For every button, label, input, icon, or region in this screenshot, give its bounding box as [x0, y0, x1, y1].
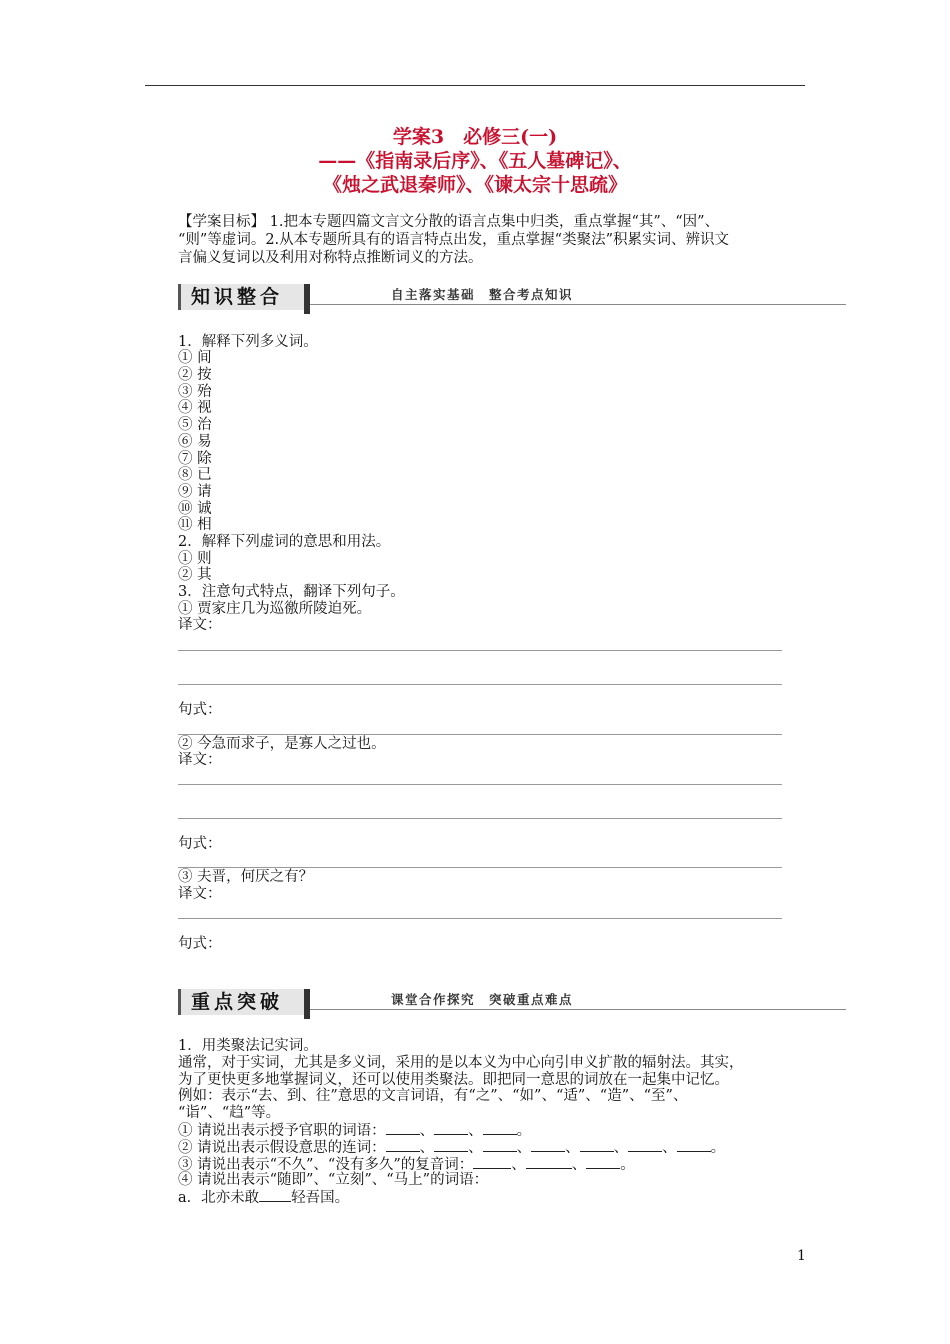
pattern-label: 句式：	[178, 936, 222, 952]
answer-line	[178, 684, 782, 685]
blank[interactable]	[434, 1122, 468, 1135]
list-item: ⑦ 除	[178, 451, 212, 467]
pattern-label: 句式：	[178, 836, 222, 852]
section-subtitle: 课堂合作探究 突破重点难点	[391, 992, 574, 1007]
pattern-label: 句式：	[178, 702, 222, 718]
blank[interactable]	[386, 1122, 420, 1135]
page-number: 1	[797, 1248, 806, 1264]
list-item: ② 其	[178, 567, 212, 583]
translate-label: 译文：	[178, 752, 222, 768]
paragraph: 例如：表示“去、到、往”意思的文言词语，有“之”、“如”、“适”、“造”、“至”、	[178, 1088, 688, 1104]
answer-line	[178, 734, 782, 735]
q3-heading: 3．注意句式特点，翻译下列句子。	[178, 584, 405, 600]
title-line-1: 学案3 必修三(一)	[392, 126, 558, 148]
section-divider	[304, 284, 310, 314]
list-item: ⑤ 治	[178, 417, 212, 433]
translate-label: 译文：	[178, 886, 222, 902]
section-rule	[310, 1009, 846, 1010]
fill-question-a: a．北亦未敢 轻吾国。	[178, 1190, 350, 1206]
list-item: ③ 殆	[178, 384, 212, 400]
fill-question-3: ③ 请说出表示“不久”、“没有多久”的复音词： 、 、 。	[178, 1157, 635, 1173]
section-divider	[304, 989, 310, 1019]
fill-question-4: ④ 请说出表示“随即”、“立刻”、“马上”的词语：	[178, 1172, 489, 1188]
blank[interactable]	[483, 1122, 517, 1135]
blank[interactable]	[677, 1139, 711, 1152]
section-banner-focus	[178, 989, 846, 1019]
sentence-3: ③ 夫晋，何厌之有？	[178, 869, 314, 885]
list-item: ⑥ 易	[178, 434, 212, 450]
intro-line-3: 言偏义复词以及利用对称特点推断词义的方法。	[178, 250, 483, 266]
section-rule	[310, 304, 846, 305]
list-item: ⑩ 诚	[178, 501, 212, 517]
blank[interactable]	[259, 1189, 291, 1202]
q2-heading: 2．解释下列虚词的意思和用法。	[178, 534, 391, 550]
answer-line	[178, 784, 782, 785]
answer-line	[178, 867, 782, 868]
blank[interactable]	[580, 1139, 614, 1152]
blank[interactable]	[531, 1139, 565, 1152]
blank[interactable]	[628, 1139, 662, 1152]
section-label: 重点突破	[178, 989, 304, 1015]
list-item: ② 按	[178, 367, 212, 383]
q1-heading: 1．解释下列多义词。	[178, 334, 318, 350]
sentence-1: ① 贾家庄几为巡徼所陵迫死。	[178, 601, 372, 617]
title-line-3: 《烛之武退秦师》、《谏太宗十思疏》	[322, 174, 627, 196]
list-item: ① 则	[178, 551, 212, 567]
paragraph: 为了更快更多地掌握词义，还可以使用类聚法。即把同一意思的词放在一起集中记忆。	[178, 1072, 729, 1088]
blank[interactable]	[586, 1156, 620, 1169]
paragraph: “诣”、“趋”等。	[178, 1105, 281, 1121]
list-item: ⑨ 请	[178, 484, 212, 500]
section-banner-knowledge	[178, 284, 846, 314]
fill-question-2: ② 请说出表示假设意思的连词： 、 、 、 、 、 、 。	[178, 1140, 726, 1156]
list-item: ④ 视	[178, 400, 212, 416]
blank[interactable]	[483, 1139, 517, 1152]
answer-line	[178, 650, 782, 651]
part2-heading: 1．用类聚法记实词。	[178, 1038, 318, 1054]
answer-line	[178, 818, 782, 819]
blank[interactable]	[526, 1156, 572, 1169]
fill-question-1: ① 请说出表示授予官职的词语： 、 、 。	[178, 1123, 532, 1139]
top-rule	[145, 85, 805, 86]
list-item: ⑪ 相	[178, 517, 212, 533]
translate-label: 译文：	[178, 617, 222, 633]
list-item: ① 间	[178, 350, 212, 366]
blank[interactable]	[434, 1139, 468, 1152]
intro-line-2: “则”等虚词。2.从本专题所具有的语言特点出发，重点掌握“类聚法”积累实词、辨识文	[178, 232, 729, 248]
section-label: 知识整合	[178, 284, 304, 310]
intro-line-1: 【学案目标】 1.把本专题四篇文言文分散的语言点集中归类，重点掌握“其”、“因”、	[178, 214, 720, 230]
answer-line	[178, 918, 782, 919]
blank[interactable]	[473, 1156, 511, 1169]
sentence-2: ② 今急而求子，是寡人之过也。	[178, 736, 386, 752]
list-item: ⑧ 已	[178, 467, 212, 483]
title-line-2: ——《指南录后序》、《五人墓碑记》、	[318, 150, 632, 172]
paragraph: 通常，对于实词，尤其是多义词，采用的是以本义为中心向引申义扩散的辐射法。其实，	[178, 1055, 744, 1071]
section-subtitle: 自主落实基础 整合考点知识	[391, 287, 574, 302]
blank[interactable]	[386, 1139, 420, 1152]
